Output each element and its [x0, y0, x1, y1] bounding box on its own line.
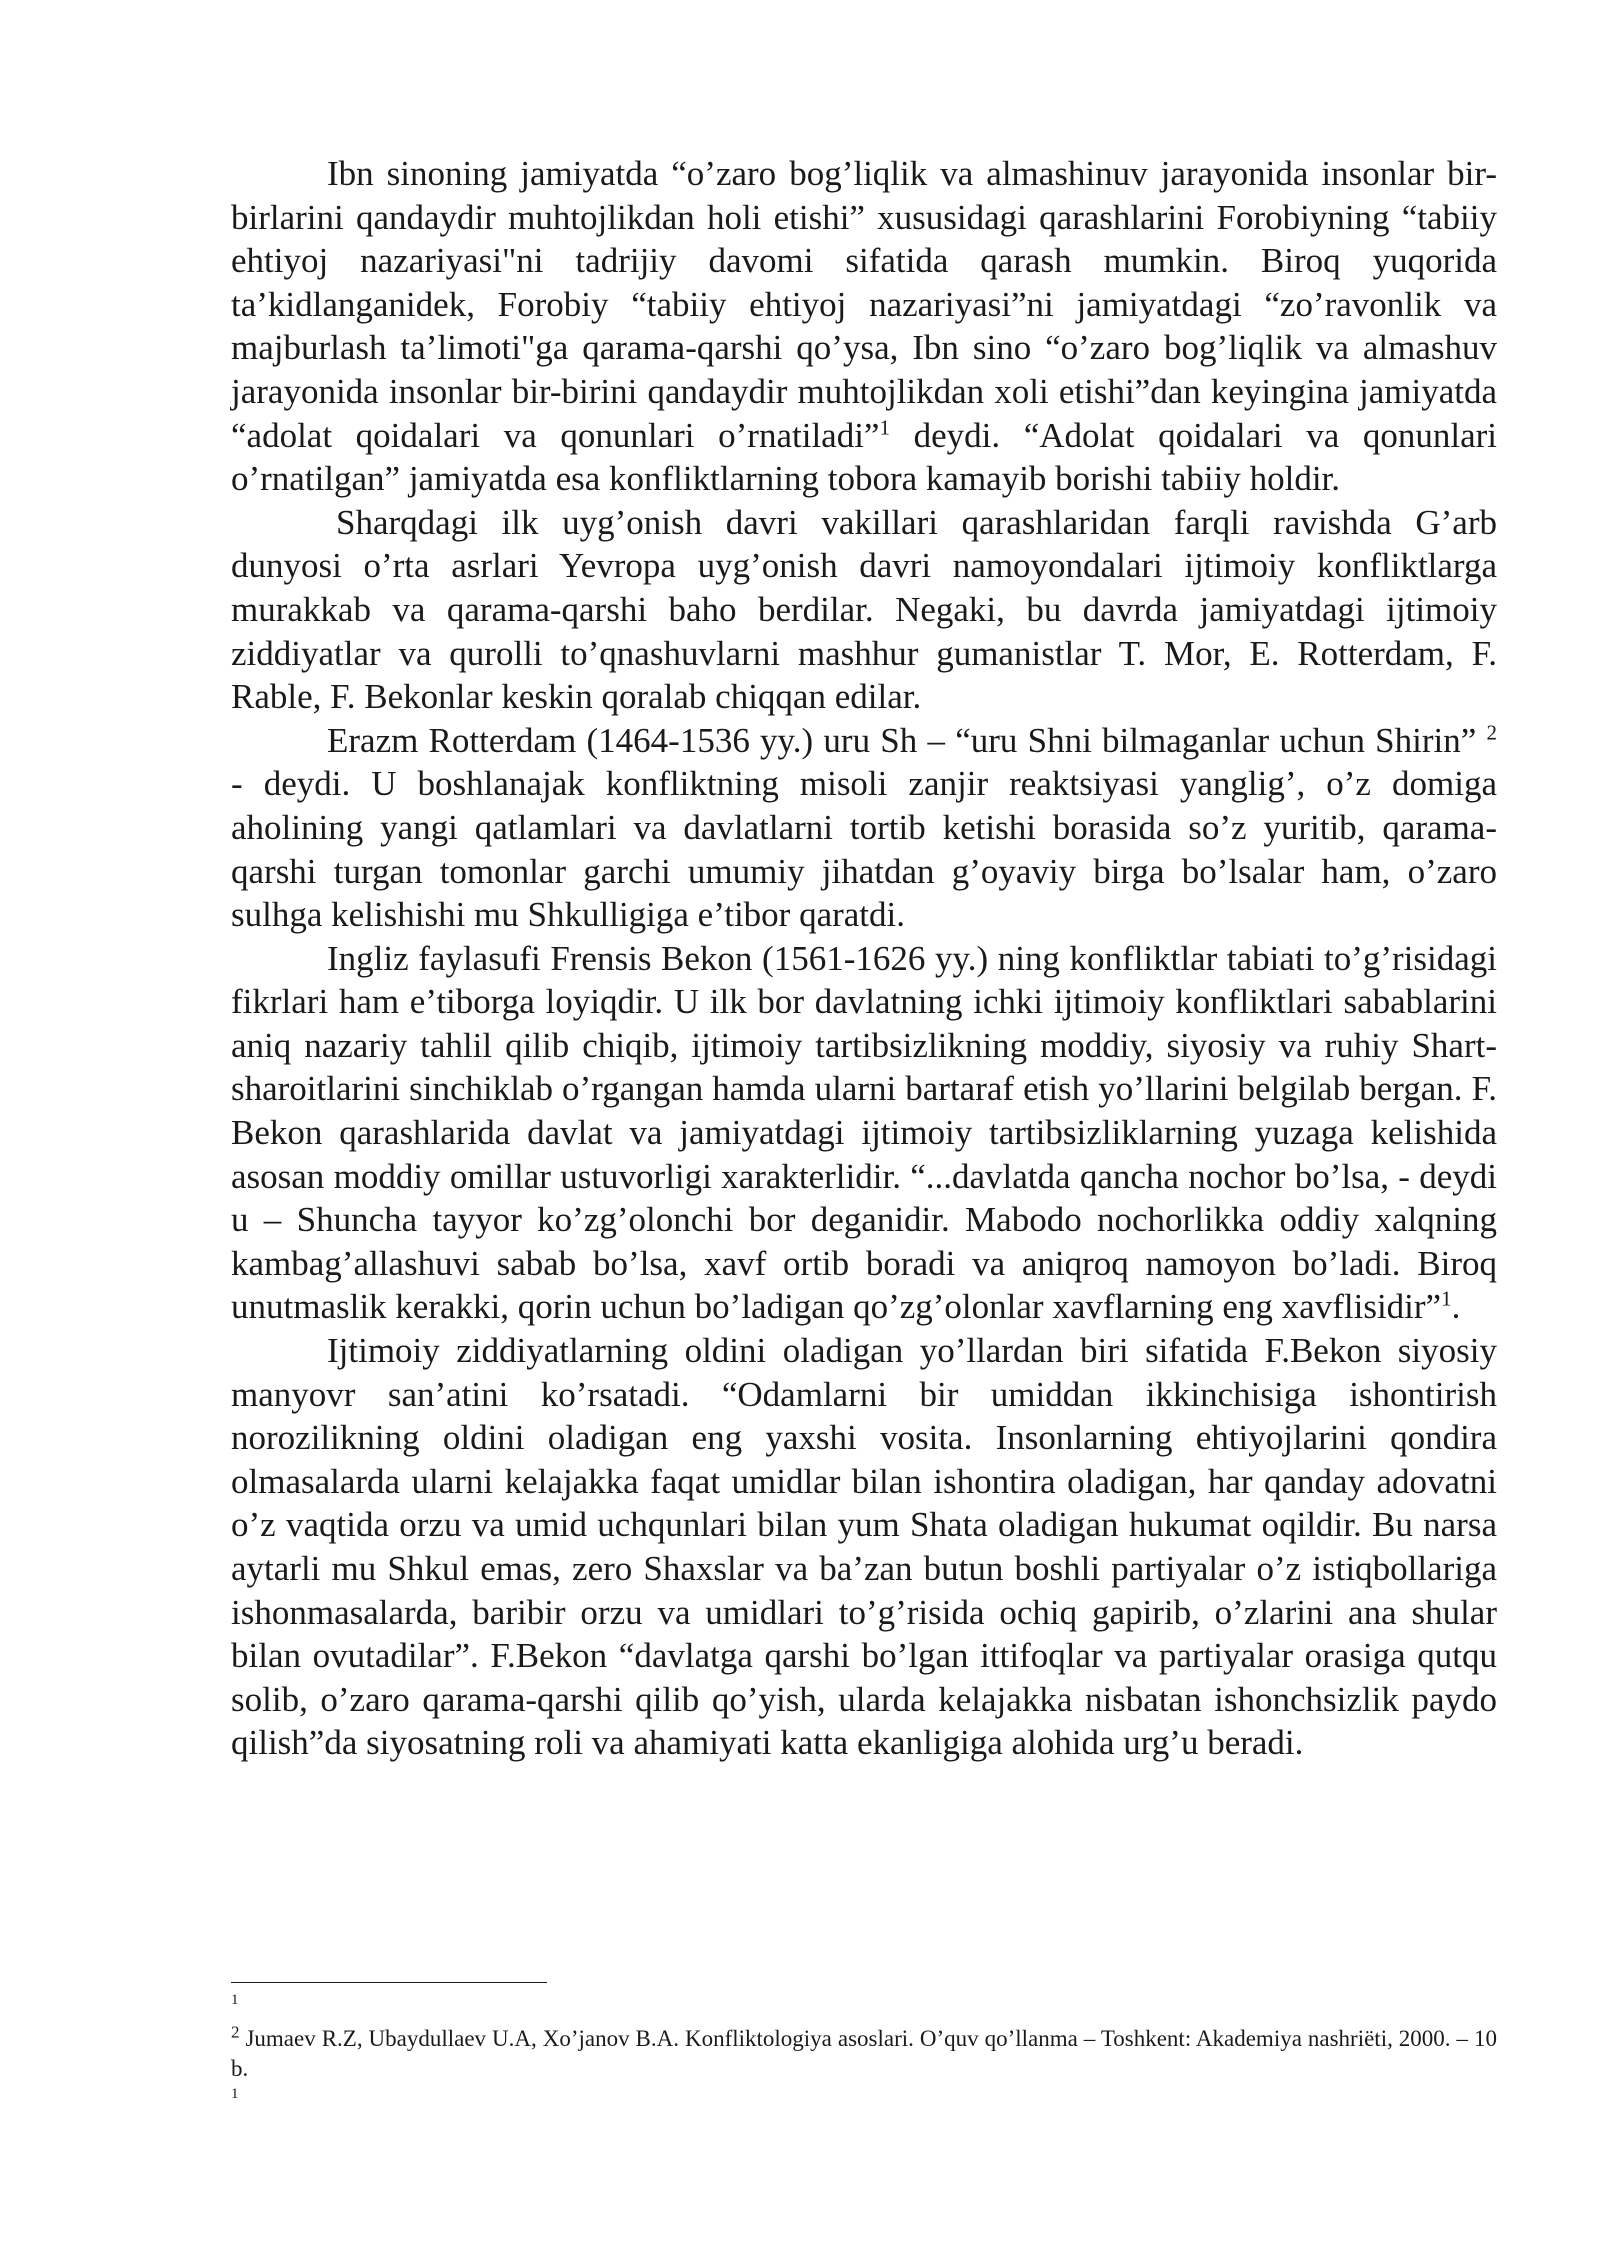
paragraph-text: Erazm Rotterdam (1464-1536 yy.) uru Sh – “uru Shni bilmaganlar uchun Shirin” [327, 720, 1487, 760]
paragraph-text: Ingliz faylasufi Frensis Bekon (1561-1626 yy.) ning konfliktlar tabiati to’g’risidagi fikrlari ham e’tiborga loyiqdir. U ilk bor davlatning ichki ijtimoiy konfliktlari sabablarini aniq nazariy tahlil qilib chiqib, ijtimoiy tartibsizlikning moddiy, siyosiy va ruhiy Shart-sharoitlarini sinchiklab o’rgangan hamda ularni bartaraf etish yo’llarini belgilab bergan. F. Bekon qarashlarida davlat va jamiyatdagi ijtimoiy tartibsizliklarning yuzaga kelishida asosan moddiy omillar ustuvorligi xarakterlidir. “...davlatda qancha nochor bo’lsa, - deydi u – Shuncha tayyor ko’zg’olonchi bor deganidir. Mabodo nochorlikka oddiy xalqning kambag’allashuvi sabab bo’lsa, xavf ortib boradi va aniqroq namoyon bo’ladi. Biroq unutmaslik kerakki, qorin uchun bo’ladigan qo’zg’olonlar xavflarning eng xavflisidir” [231, 938, 1497, 1327]
footnote-reference: 1 [1441, 1286, 1452, 1311]
paragraph-rotterdam [231, 719, 1497, 937]
footnotes [231, 1990, 1497, 2104]
footnote-text: Jumaev R.Z, Ubaydullaev U.A, Xo’janov B.A. Konfliktologiya asoslari. O’quv qo’llanma – Toshkent: Akademiya nashriëti, 2000. – 10 b. [231, 2026, 1497, 2081]
footnote-marker: 1 [231, 1992, 239, 2008]
paragraph-renaissance [231, 501, 1497, 719]
body-text [231, 152, 1497, 1765]
paragraph-bacon-politics [231, 1329, 1497, 1765]
footnote-marker: 2 [231, 2022, 240, 2042]
paragraph-text: deydi. “Adolat qoidalari va qonunlari o’rnatilgan” jamiyatda esa konfliktlarning tobora kamayib borishi tabiiy holdir. [231, 415, 1498, 499]
paragraph-ibn-sino [231, 152, 1497, 501]
footnote-separator [231, 1982, 547, 1983]
paragraph-bacon [231, 937, 1497, 1329]
footnote-2 [231, 2024, 1497, 2084]
paragraph-text: Ijtimoiy ziddiyatlarning oldini oladigan yo’llardan biri sifatida F.Bekon siyosiy manyovr san’atini ko’rsatadi. “Odamlarni bir umiddan ikkinchisiga ishontirish norozilikning oldini oladigan eng yaxshi vosita. Insonlarning ehtiyojlarini qondira olmasalarda ularni kelajakka faqat umidlar bilan ishontira oladigan, har qanday adovatni o’z vaqtida orzu va umid uchqunlari bilan yum Shata oladigan hukumat oqildir. Bu narsa aytarli mu Shkul emas, zero Shaxslar va ba’zan butun boshli partiyalar o’z istiqbollariga ishonmasalarda, baribir orzu va umidlari to’g’risida ochiq gapirib, o’zlarini ana shular bilan ovutadilar”. F.Bekon “davlatga qarshi bo’lgan ittifoqlar va partiyalar orasiga qutqu solib, o’zaro qarama-qarshi qilib qo’yish, ularda kelajakka nisbatan ishonchsizlik paydo qilish”da siyosatning roli va ahamiyati katta ekanligiga alohida urg’u beradi. [231, 1331, 1497, 1763]
paragraph-text: Ibn sinoning jamiyatda “o’zaro bog’liqlik va almashinuv jarayonida insonlar bir-birlarini qandaydir muhtojlikdan holi etishi” xususidagi qarashlarini Forobiyning “tabiiy ehtiyoj nazariyasi"ni tadrijiy davomi sifatida qarash mumkin. Biroq yuqorida ta’kidlanganidek, Forobiy “tabiiy ehtiyoj nazariyasi”ni jamiyatdagi “zo’ravonlik va majburlash ta’limoti"ga qarama-qarshi qo’ysa, Ibn sino “o’zaro bog’liqlik va almashuv jarayonida insonlar bir-birini qandaydir muhtojlikdan xoli etishi”dan keyingina jamiyatda “adolat qoidalari va qonunlari o’rnatiladi” [231, 154, 1497, 455]
paragraph-text: . [1451, 1287, 1461, 1327]
footnote-reference: 2 [1486, 720, 1497, 745]
paragraph-text: - deydi. U boshlanajak konfliktning misoli zanjir reaktsiyasi yanglig’, o’z domiga aholining yangi qatlamlari va davlatlarni tortib ketishi borasida so’z yuritib, qarama-qarshi turgan tomonlar garchi umumiy jihatdan g’oyaviy birga bo’lsalar ham, o’zaro sulhga kelishishi mu Shkulligiga e’tibor qaratdi. [231, 764, 1497, 935]
paragraph-text: Sharqdagi ilk uyg’onish davri vakillari qarashlaridan farqli ravishda G’arb dunyosi o’rta asrlari Yevropa uyg’onish davri namoyondalari ijtimoiy konfliktlarga murakkab va qarama-qarshi baho berdilar. Negaki, bu davrda jamiyatdagi ijtimoiy ziddiyatlar va qurolli to’qnashuvlarni mashhur gumanistlar T. Mor, E. Rotterdam, F. Rable, F. Bekonlar keskin qoralab chiqqan edilar. [231, 502, 1497, 717]
footnote-reference: 1 [879, 414, 890, 439]
footnote-marker: 1 [231, 2086, 239, 2102]
footnote-1 [231, 1990, 1497, 2010]
footnote-3 [231, 2084, 1497, 2104]
